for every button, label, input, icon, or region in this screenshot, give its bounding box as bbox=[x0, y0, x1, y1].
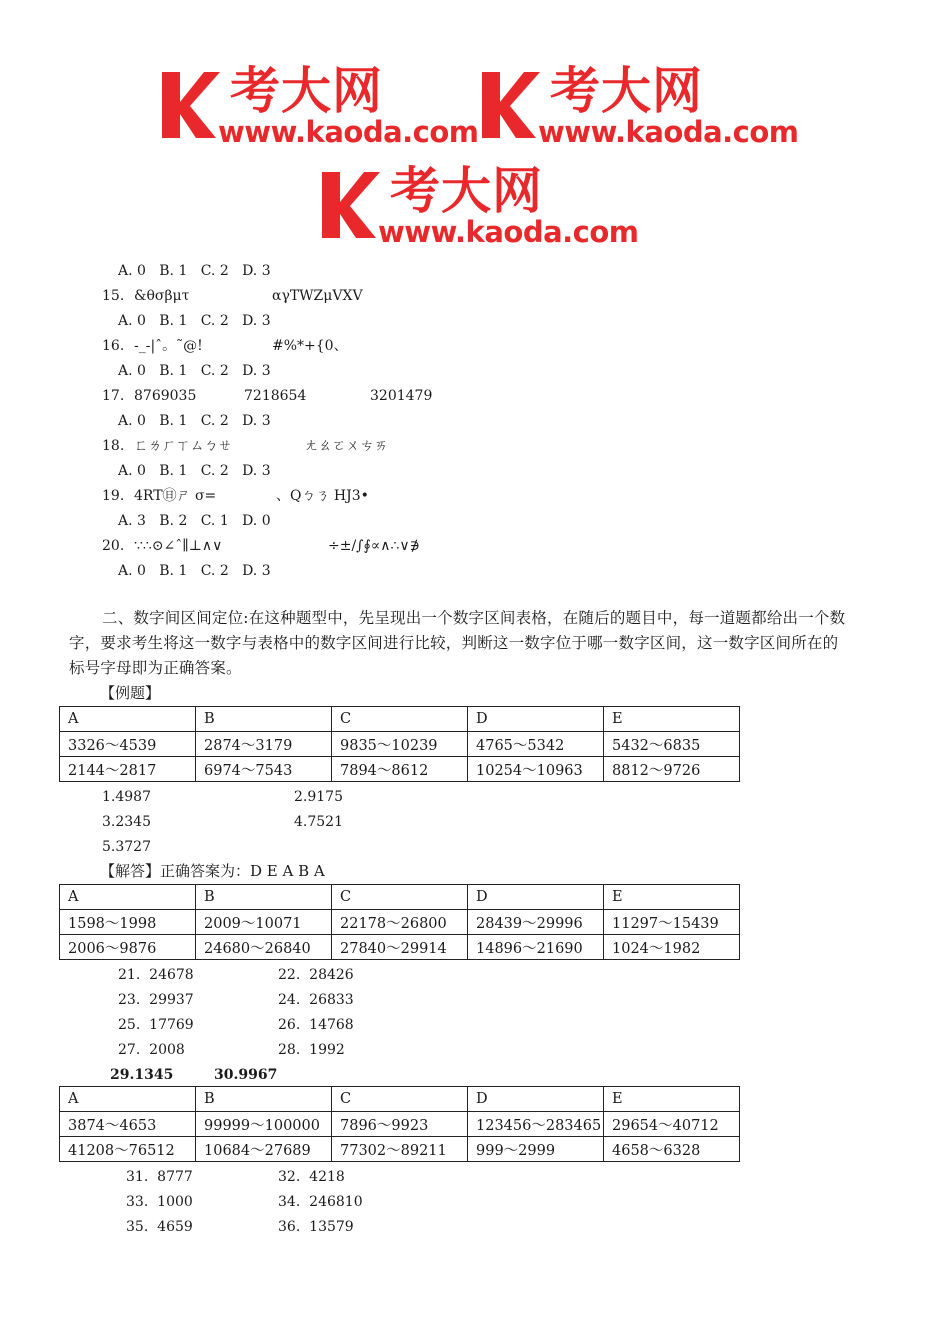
question-right: ÷±/∫∮∝∧∴∨∌ bbox=[328, 538, 421, 554]
brand-name: 考大网 bbox=[550, 62, 703, 120]
list-item: 21. 24678 bbox=[118, 967, 194, 983]
options-line: A. 0 B. 1 C. 2 D. 3 bbox=[118, 263, 271, 279]
list-item: 34. 246810 bbox=[278, 1194, 363, 1210]
question-right: αγTWZμVXV bbox=[272, 288, 363, 304]
options-line: A. 0 B. 1 C. 2 D. 3 bbox=[118, 463, 271, 479]
interval-table-3 bbox=[59, 1086, 740, 1162]
watermark-logo-2 bbox=[480, 62, 800, 150]
table-cell: 3326～4539 bbox=[60, 732, 196, 757]
k-logo-icon bbox=[480, 68, 542, 140]
table-header: B bbox=[196, 885, 332, 910]
list-item: 5.3727 bbox=[102, 839, 151, 855]
table-cell: 10254～10963 bbox=[468, 757, 604, 782]
table-cell: 8812～9726 bbox=[604, 757, 740, 782]
table-cell: 11297～15439 bbox=[604, 910, 740, 935]
question-right: 3201479 bbox=[370, 388, 433, 404]
options-line: A. 0 B. 1 C. 2 D. 3 bbox=[118, 563, 271, 579]
options-line: A. 0 B. 1 C. 2 D. 3 bbox=[118, 413, 271, 429]
table-header: C bbox=[332, 707, 468, 732]
table-cell: 24680～26840 bbox=[196, 935, 332, 960]
table-cell: 14896～21690 bbox=[468, 935, 604, 960]
table-header-row bbox=[60, 1087, 740, 1112]
question-left: -_-|ˆ。˜@! bbox=[134, 338, 203, 354]
list-item: 4.7521 bbox=[294, 814, 343, 830]
question-number: 17. bbox=[102, 388, 125, 404]
list-item: 22. 28426 bbox=[278, 967, 354, 983]
table-row bbox=[60, 935, 740, 960]
table-cell: 2009～10071 bbox=[196, 910, 332, 935]
answer-label: 【解答】正确答案为：D E A B A bbox=[100, 862, 325, 880]
k-logo-icon bbox=[320, 168, 382, 240]
brand-name: 考大网 bbox=[230, 62, 383, 120]
table-header: D bbox=[468, 1087, 604, 1112]
question-left: 4RT㊐ㄕ σ= bbox=[134, 488, 217, 504]
table-cell: 7896～9923 bbox=[332, 1112, 468, 1137]
question-number: 16. bbox=[102, 338, 125, 354]
options-line: A. 0 B. 1 C. 2 D. 3 bbox=[118, 313, 271, 329]
table-cell: 27840～29914 bbox=[332, 935, 468, 960]
table-header: A bbox=[60, 1087, 196, 1112]
table-row bbox=[60, 1137, 740, 1162]
brand-url: www.kaoda.com bbox=[538, 115, 799, 149]
question-left: &θσβμτ bbox=[134, 288, 190, 304]
question-number: 19. bbox=[102, 488, 125, 504]
interval-table-example bbox=[59, 706, 740, 782]
watermark-logo-3 bbox=[320, 162, 640, 250]
table-cell: 22178～26800 bbox=[332, 910, 468, 935]
table-cell: 7894～8612 bbox=[332, 757, 468, 782]
table-row bbox=[60, 1112, 740, 1137]
table-cell: 4765～5342 bbox=[468, 732, 604, 757]
brand-url: www.kaoda.com bbox=[218, 115, 479, 149]
table-header-row bbox=[60, 885, 740, 910]
table-cell: 41208～76512 bbox=[60, 1137, 196, 1162]
question-right: 、Qㄅㄋ HJ3• bbox=[276, 488, 369, 504]
brand-url: www.kaoda.com bbox=[378, 215, 639, 249]
intro-line: 字，要求考生将这一数字与表格中的数字区间进行比较，判断这一数字位于哪一数字区间，这一数字区间所在的 bbox=[69, 634, 839, 652]
question-right: ㄤㄠㄛㄨㄘㄞ bbox=[304, 438, 388, 454]
table-header: B bbox=[196, 707, 332, 732]
table-header: C bbox=[332, 1087, 468, 1112]
table-cell: 4658～6328 bbox=[604, 1137, 740, 1162]
list-item: 3.2345 bbox=[102, 814, 151, 830]
table-cell: 77302～89211 bbox=[332, 1137, 468, 1162]
watermark-logo-1 bbox=[160, 62, 480, 150]
list-item: 26. 14768 bbox=[278, 1017, 354, 1033]
list-item: 33. 1000 bbox=[126, 1194, 193, 1210]
table-cell: 99999～100000 bbox=[196, 1112, 332, 1137]
table-cell: 123456～283465 bbox=[468, 1112, 604, 1137]
question-middle: 7218654 bbox=[244, 388, 307, 404]
options-line: A. 0 B. 1 C. 2 D. 3 bbox=[118, 363, 271, 379]
table-cell: 999～2999 bbox=[468, 1137, 604, 1162]
table-cell: 9835～10239 bbox=[332, 732, 468, 757]
interval-table-2 bbox=[59, 884, 740, 960]
question-left: ㄈㄌㄏㄒㄙㄅㄝ bbox=[134, 438, 232, 454]
k-logo-icon bbox=[160, 68, 222, 140]
intro-line: 标号字母即为正确答案。 bbox=[69, 659, 242, 677]
section-intro bbox=[69, 606, 885, 681]
table-header: D bbox=[468, 707, 604, 732]
question-number: 20. bbox=[102, 538, 125, 554]
list-item: 25. 17769 bbox=[118, 1017, 194, 1033]
question-number: 18. bbox=[102, 438, 125, 454]
table-cell: 2144～2817 bbox=[60, 757, 196, 782]
table-header: E bbox=[604, 1087, 740, 1112]
list-item: 30.9967 bbox=[214, 1067, 278, 1083]
question-number: 15. bbox=[102, 288, 125, 304]
list-item: 31. 8777 bbox=[126, 1169, 193, 1185]
table-header: E bbox=[604, 707, 740, 732]
table-cell: 29654～40712 bbox=[604, 1112, 740, 1137]
example-label: 【例题】 bbox=[100, 684, 161, 702]
list-item: 32. 4218 bbox=[278, 1169, 345, 1185]
list-item: 1.4987 bbox=[102, 789, 151, 805]
table-cell: 1598～1998 bbox=[60, 910, 196, 935]
table-cell: 2874～3179 bbox=[196, 732, 332, 757]
table-header: E bbox=[604, 885, 740, 910]
question-left: ∵∴⊙∠ˆ∥⊥∧∨ bbox=[134, 538, 223, 554]
question-left: 8769035 bbox=[134, 388, 197, 404]
table-row bbox=[60, 910, 740, 935]
table-header: A bbox=[60, 707, 196, 732]
table-header-row bbox=[60, 707, 740, 732]
table-header: C bbox=[332, 885, 468, 910]
list-item: 24. 26833 bbox=[278, 992, 354, 1008]
intro-line: 二、数字间区间定位:在这种题型中，先呈现出一个数字区间表格，在随后的题目中，每一道题都给出一个数 bbox=[102, 609, 846, 627]
list-item: 29.1345 bbox=[110, 1067, 174, 1083]
table-cell: 6974～7543 bbox=[196, 757, 332, 782]
list-item: 27. 2008 bbox=[118, 1042, 185, 1058]
table-cell: 10684～27689 bbox=[196, 1137, 332, 1162]
table-cell: 1024～1982 bbox=[604, 935, 740, 960]
list-item: 23. 29937 bbox=[118, 992, 194, 1008]
table-cell: 5432～6835 bbox=[604, 732, 740, 757]
brand-name: 考大网 bbox=[390, 162, 543, 220]
question-right: #%*+{0、 bbox=[272, 338, 348, 354]
list-item: 2.9175 bbox=[294, 789, 343, 805]
list-item: 35. 4659 bbox=[126, 1219, 193, 1235]
table-row bbox=[60, 757, 740, 782]
table-cell: 2006～9876 bbox=[60, 935, 196, 960]
table-header: A bbox=[60, 885, 196, 910]
list-item: 28. 1992 bbox=[278, 1042, 345, 1058]
table-cell: 28439～29996 bbox=[468, 910, 604, 935]
list-item: 36. 13579 bbox=[278, 1219, 354, 1235]
table-header: B bbox=[196, 1087, 332, 1112]
table-row bbox=[60, 732, 740, 757]
table-header: D bbox=[468, 885, 604, 910]
table-cell: 3874～4653 bbox=[60, 1112, 196, 1137]
options-line: A. 3 B. 2 C. 1 D. 0 bbox=[118, 513, 271, 529]
